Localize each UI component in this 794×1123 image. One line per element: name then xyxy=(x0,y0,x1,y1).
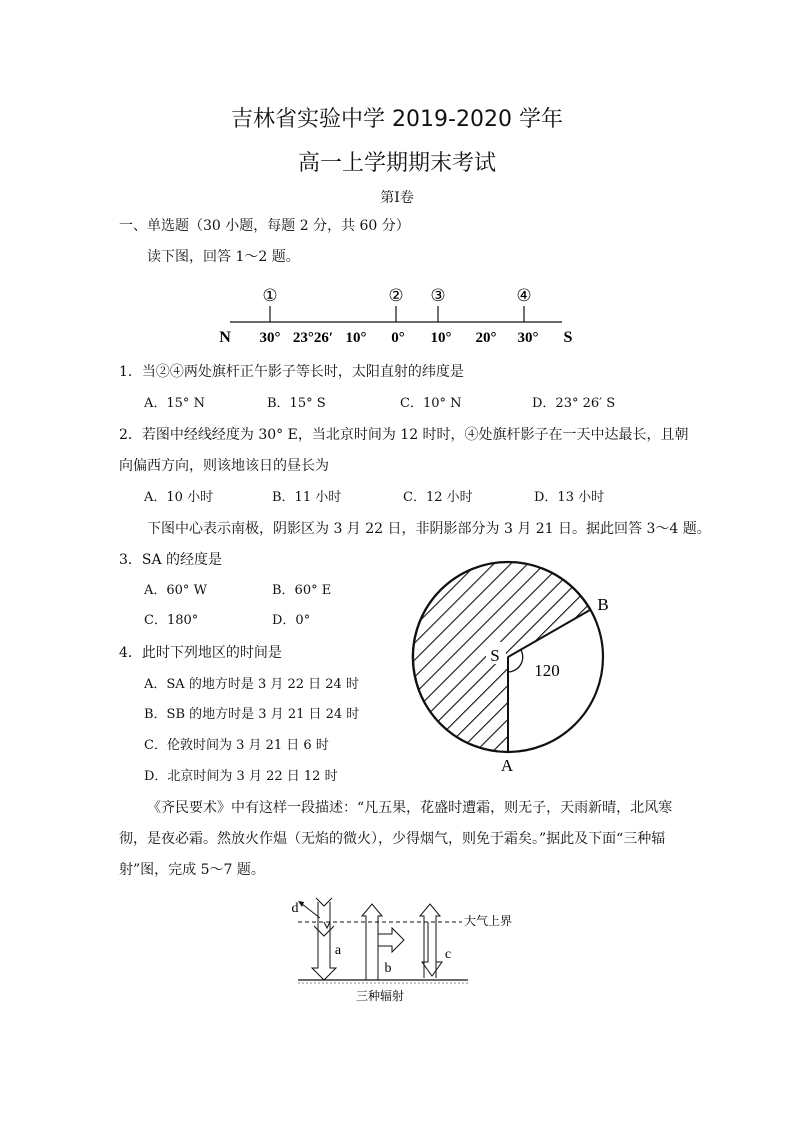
q1-option-c: C．10° N xyxy=(400,396,462,411)
section-heading: 一、单选题（30 小题，每题 2 分，共 60 分） xyxy=(119,218,410,234)
point-b-label: B xyxy=(597,595,609,614)
intro-q1-2: 读下图，回答 1～2 题。 xyxy=(147,249,300,265)
tick-label: 30° xyxy=(259,330,281,346)
q2-option-d: D．13 小时 xyxy=(534,490,605,505)
figure-caption: 三种辐射 xyxy=(355,989,405,1003)
latitude-line-figure xyxy=(210,280,590,348)
marker-4: ④ xyxy=(516,286,532,305)
q3-option-d: D．0° xyxy=(272,613,311,628)
q3-option-b: B．60° E xyxy=(272,583,332,598)
q2-option-b: B．11 小时 xyxy=(272,490,342,505)
question-1: 1．当②④两处旗杆正午影子等长时，太阳直射的纬度是 xyxy=(119,364,464,380)
q1-option-b: B．15° S xyxy=(267,396,326,411)
q1-option-a: A．15° N xyxy=(144,396,205,411)
marker-1: ① xyxy=(262,286,278,305)
passage-line1: 《齐民要术》中有这样一段描述：“凡五果，花盛时遭霜，则无子，天雨新晴，北风寒 xyxy=(147,800,673,816)
q3-option-c: C．180° xyxy=(144,613,199,628)
question-3: 3．SA 的经度是 xyxy=(119,552,223,568)
q2-option-c: C．12 小时 xyxy=(403,490,473,505)
angle-label: 120 xyxy=(534,661,560,680)
question-4: 4．此时下列地区的时间是 xyxy=(119,645,282,661)
q2-option-a: A．10 小时 xyxy=(144,490,214,505)
q4-option-c: C．伦敦时间为 3 月 21 日 6 时 xyxy=(144,738,329,753)
q4-option-b: B．SB 的地方时是 3 月 21 日 24 时 xyxy=(144,707,360,722)
tick-label: 23°26′ xyxy=(292,330,334,346)
point-a-label: A xyxy=(500,756,514,775)
label-b: b xyxy=(384,961,392,976)
q4-option-a: A．SA 的地方时是 3 月 22 日 24 时 xyxy=(144,677,359,692)
label-c: c xyxy=(444,947,452,962)
volume-label: 第Ⅰ卷 xyxy=(380,190,414,206)
passage-line2: 彻，是夜必霜。然放火作煴（无焰的微火），少得烟气，则免于霜矣。”据此及下面“三种辐 xyxy=(119,831,666,847)
question-2-line1: 2．若图中经线经度为 30° E，当北京时间为 12 时时，④处旗杆影子在一天中达最长，且朝 xyxy=(119,427,689,443)
exam-subtitle: 高一上学期期末考试 xyxy=(297,151,496,176)
q1-option-d: D．23° 26′ S xyxy=(532,396,616,411)
q3-option-a: A．60° W xyxy=(144,583,207,598)
tick-label: 30° xyxy=(517,330,539,346)
tick-label: 10° xyxy=(345,330,367,346)
tick-label: 0° xyxy=(391,330,405,346)
label-a: a xyxy=(334,943,342,958)
tick-label: 10° xyxy=(430,330,452,346)
top-of-atmosphere-label: 大气上界 xyxy=(464,914,513,928)
south-label: S xyxy=(563,329,573,346)
three-radiation-figure xyxy=(280,892,540,1010)
marker-3: ③ xyxy=(430,286,446,305)
exam-title: 吉林省实验中学 2019-2020 学年 xyxy=(231,107,563,132)
marker-2: ② xyxy=(388,286,404,305)
tick-label: 20° xyxy=(475,330,497,346)
passage-line3: 射”图，完成 5～7 题。 xyxy=(119,862,265,878)
intro-q3-4: 下图中心表示南极，阴影区为 3 月 22 日，非阴影部分为 3 月 21 日。据此回答 3～4 题。 xyxy=(147,521,711,537)
center-s-label: S xyxy=(490,646,500,665)
north-label: N xyxy=(219,329,231,346)
question-2-line2: 向偏西方向，则该地该日的昼长为 xyxy=(119,458,329,474)
label-d: d xyxy=(291,901,299,916)
polar-view-figure xyxy=(395,560,635,780)
q4-option-d: D．北京时间为 3 月 22 日 12 时 xyxy=(144,769,338,784)
